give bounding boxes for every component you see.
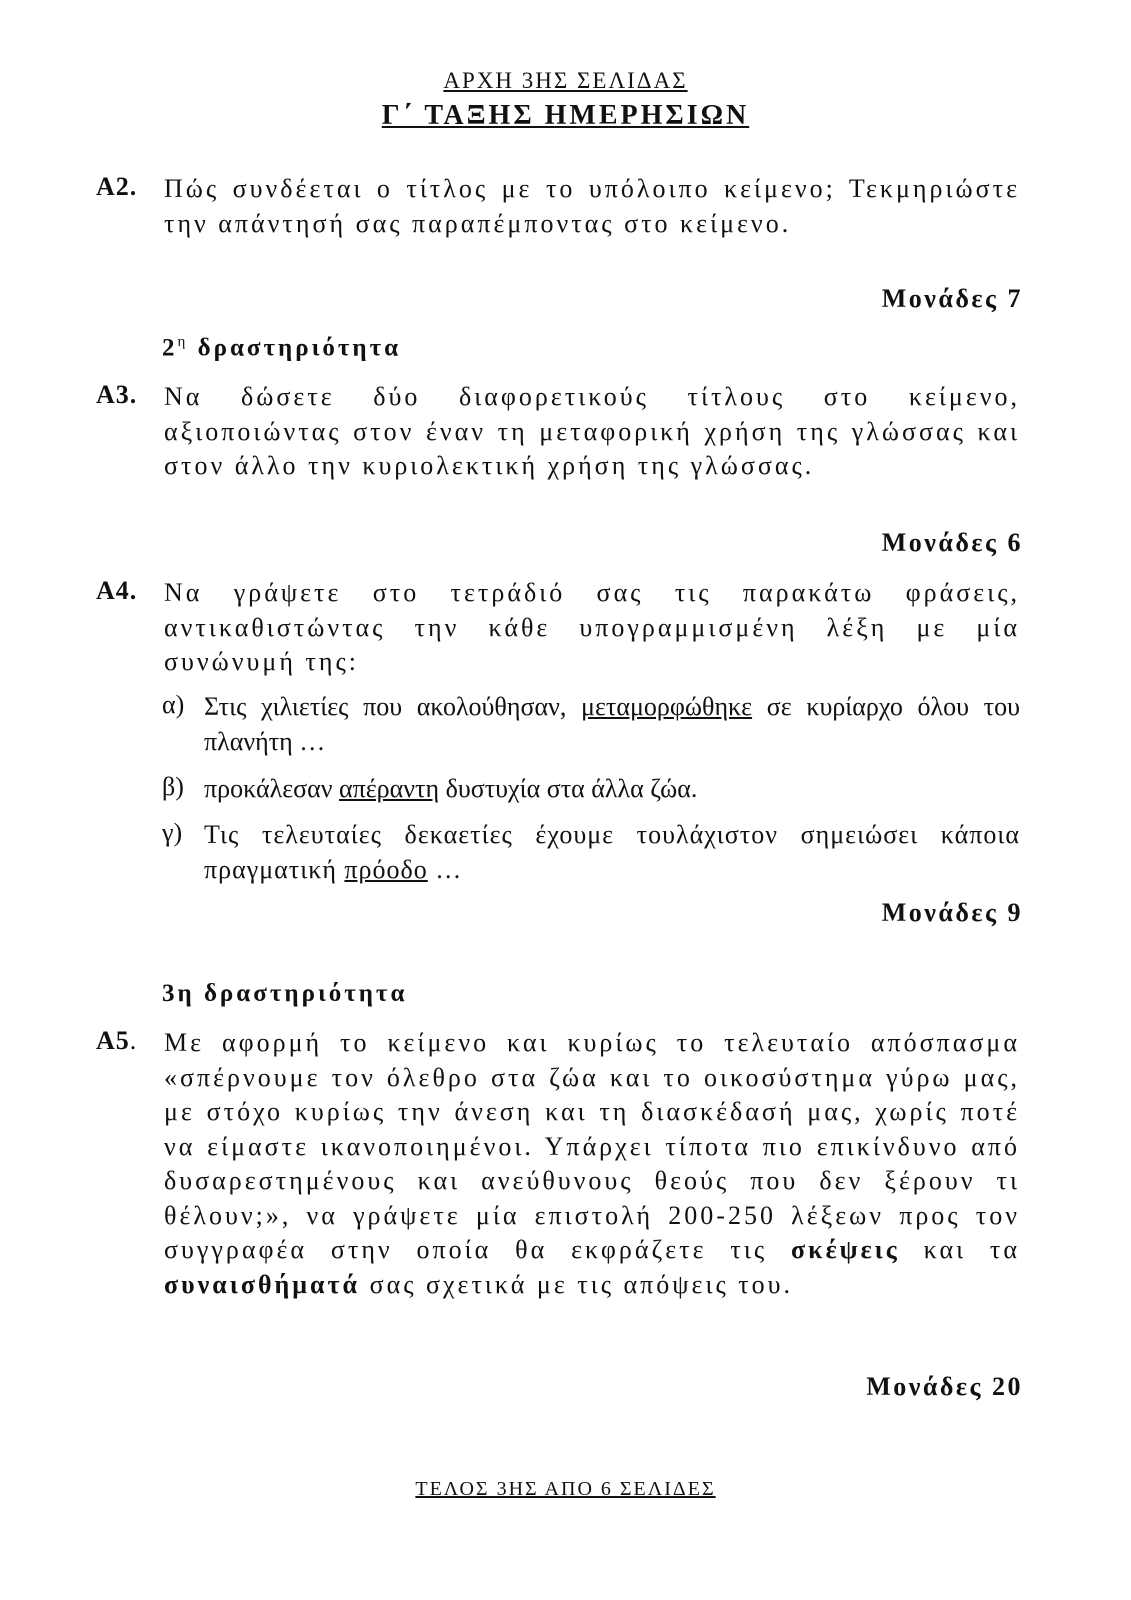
item-c-before: Τις τελευταίες δεκαετίες έχουμε τουλάχιστον σημειώσει κάποια πραγματική [204,820,1020,884]
question-a5-marks: Μονάδες 20 [866,1372,1023,1401]
item-b-after: δυστυχία στα άλλα ζώα. [439,774,698,803]
item-c-underlined-word: πρόοδο [344,854,428,884]
item-a-after: σε κυρίαρχο όλου του πλανήτη … [204,692,1020,756]
question-a5-label-text: Α5 [96,1026,130,1055]
item-c-after: … [427,854,463,884]
question-a4-item-b-label: β) [162,772,184,801]
question-a5-text [164,1026,1020,1302]
question-a5-label [96,1026,137,1056]
question-a2-label: Α2. [96,172,138,201]
question-a5-label-dot: . [129,1026,138,1055]
question-a4-item-a-label: α) [162,690,185,719]
question-a4-item-b-text [204,772,1020,807]
question-a4-item-c-text [204,818,1020,887]
item-a-before: Στις χιλιετίες που ακολούθησαν, [204,692,582,721]
a5-text-part1: Με αφορμή το κείμενο και κυρίως το τελευταίο απόσπασμα «σπέρνουμε τον όλεθρο στα ζώα και το οικοσύστημα γύρω μας, με στόχο κυρίως την άνεση και τη διασκέδασή μας, χωρίς ποτέ να είμαστε ικανοποιημένοι. Υπάρχει τίποτα πιο επικίνδυνο από δυσαρεστημένους και ανεύθυνους θεούς που δεν ξέρουν τι θέλουν;», να γράψετε μία επιστολή 200-250 λέξεων προς τον συγγραφέα στην οποία θα εκφράζετε τις [164,1028,1020,1264]
question-a3-label: Α3. [96,380,138,409]
page-footer: ΤΕΛΟΣ 3ΗΣ ΑΠΟ 6 ΣΕΛΙΔΕΣ [415,1478,716,1500]
question-a4-item-c-label: γ) [162,818,183,847]
item-b-before: προκάλεσαν [204,774,340,803]
question-a4-label: Α4. [96,576,138,605]
page-header-top: ΑΡΧΗ 3ΗΣ ΣΕΛΙΔΑΣ [443,68,688,93]
question-a4-item-a-text [204,690,1020,759]
question-a4-marks: Μονάδες 9 [881,898,1023,927]
question-a3-text: Να δώσετε δύο διαφορετικούς τίτλους στο κείμενο, αξιοποιώντας στον έναν τη μεταφορική χρήση της γλώσσας και στον άλλο την κυριολεκτική χρήση της γλώσσας. [164,382,1020,480]
question-a4-text: Να γράψετε στο τετράδιό σας τις παρακάτω φράσεις, αντικαθιστώντας την κάθε υπογραμμισμένη λέξη με μία συνώνυμή της: [164,578,1020,676]
activity-2-label: δραστηριότητα [197,334,402,362]
a5-text-part3: σας σχετικά με τις απόψεις του. [360,1269,794,1299]
question-a2-marks: Μονάδες 7 [881,284,1023,313]
a5-text-part2: και τα [899,1235,1020,1264]
question-a3-marks: Μονάδες 6 [881,528,1023,557]
item-a-underlined-word: μεταμορφώθηκε [581,692,753,721]
a5-bold-thoughts: σκέψεις [791,1235,900,1264]
question-a2-text: Πώς συνδέεται ο τίτλος με το υπόλοιπο κείμενο; Τεκμηριώστε την απάντησή σας παραπέμποντας στο κείμενο. [164,174,1020,238]
activity-2-heading [162,334,401,362]
activity-2-number: 2 [162,334,178,362]
activity-3-heading: 3η δραστηριότητα [162,980,408,1007]
activity-2-superscript: η [177,334,189,350]
item-b-underlined-word: απέραντη [339,774,440,803]
a5-bold-feelings: συναισθήματά [164,1269,361,1299]
page-header-class: Γ΄ ΤΑΞΗΣ ΗΜΕΡΗΣΙΩΝ [381,100,750,131]
